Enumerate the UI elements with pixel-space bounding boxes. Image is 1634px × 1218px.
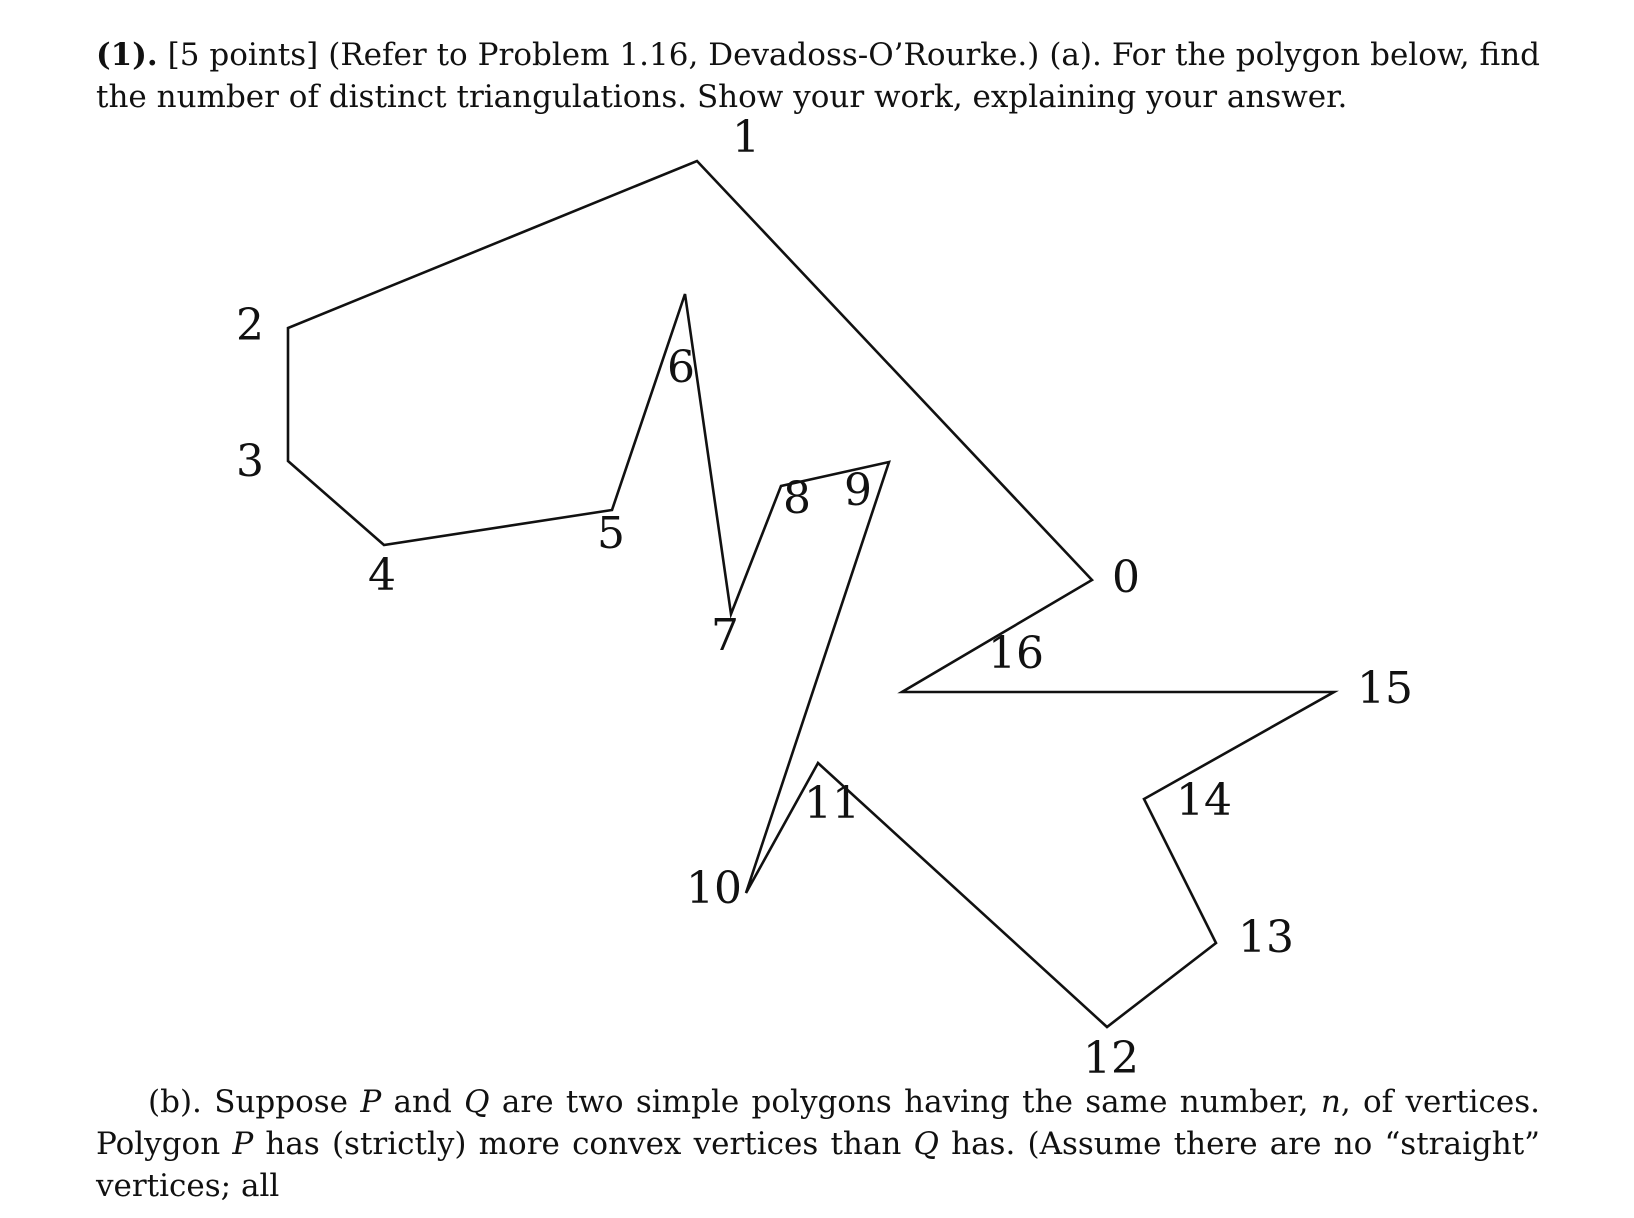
vertex-label-16: 16 bbox=[988, 628, 1044, 679]
problem-number: (1). bbox=[96, 37, 158, 73]
vertex-label-9: 9 bbox=[844, 465, 872, 516]
vertex-labels bbox=[236, 112, 1413, 1084]
part-b-text bbox=[96, 1081, 1540, 1207]
vertex-label-7: 7 bbox=[711, 610, 739, 661]
vertex-label-1: 1 bbox=[732, 112, 760, 163]
vertex-label-3: 3 bbox=[236, 436, 264, 487]
vertex-label-8: 8 bbox=[783, 473, 811, 524]
part-b-segment: Suppose bbox=[214, 1084, 361, 1120]
vertex-label-14: 14 bbox=[1176, 775, 1232, 826]
polygon-outline bbox=[288, 161, 1334, 1027]
problem-points: [5 points] bbox=[167, 37, 319, 73]
part-b-segment: , of vertices. Polygon bbox=[96, 1084, 1540, 1162]
vertex-label-12: 12 bbox=[1083, 1033, 1139, 1084]
part-b-segment: and bbox=[381, 1084, 465, 1120]
var-n: n bbox=[1320, 1084, 1341, 1120]
vertex-label-11: 11 bbox=[804, 778, 860, 829]
problem-reference: (Refer to Problem 1.16, Devadoss-O’Rourke.) bbox=[328, 37, 1040, 73]
part-a-question: For the polygon below, find the number of distinct triangulations. Show your work, explaining your answer. bbox=[96, 37, 1541, 115]
part-a-label: (a). bbox=[1049, 37, 1102, 73]
vertex-label-5: 5 bbox=[597, 508, 625, 559]
part-b-segment: has (strictly) more convex vertices than bbox=[253, 1126, 914, 1162]
part-b-segment: has. (Assume there are no “straight” vertices; all bbox=[96, 1126, 1540, 1204]
var-p: P bbox=[232, 1126, 254, 1162]
var-p: P bbox=[360, 1084, 382, 1120]
vertex-label-13: 13 bbox=[1238, 912, 1294, 963]
vertex-label-15: 15 bbox=[1357, 663, 1413, 714]
var-q: Q bbox=[913, 1126, 939, 1162]
vertex-label-6: 6 bbox=[667, 342, 695, 393]
vertex-label-10: 10 bbox=[686, 863, 742, 914]
vertex-label-4: 4 bbox=[368, 550, 396, 601]
vertex-label-2: 2 bbox=[236, 300, 264, 351]
vertex-label-0: 0 bbox=[1112, 552, 1140, 603]
var-q: Q bbox=[464, 1084, 490, 1120]
part-b-label: (b). bbox=[148, 1084, 202, 1120]
part-b-segment: are two simple polygons having the same number, bbox=[489, 1084, 1321, 1120]
